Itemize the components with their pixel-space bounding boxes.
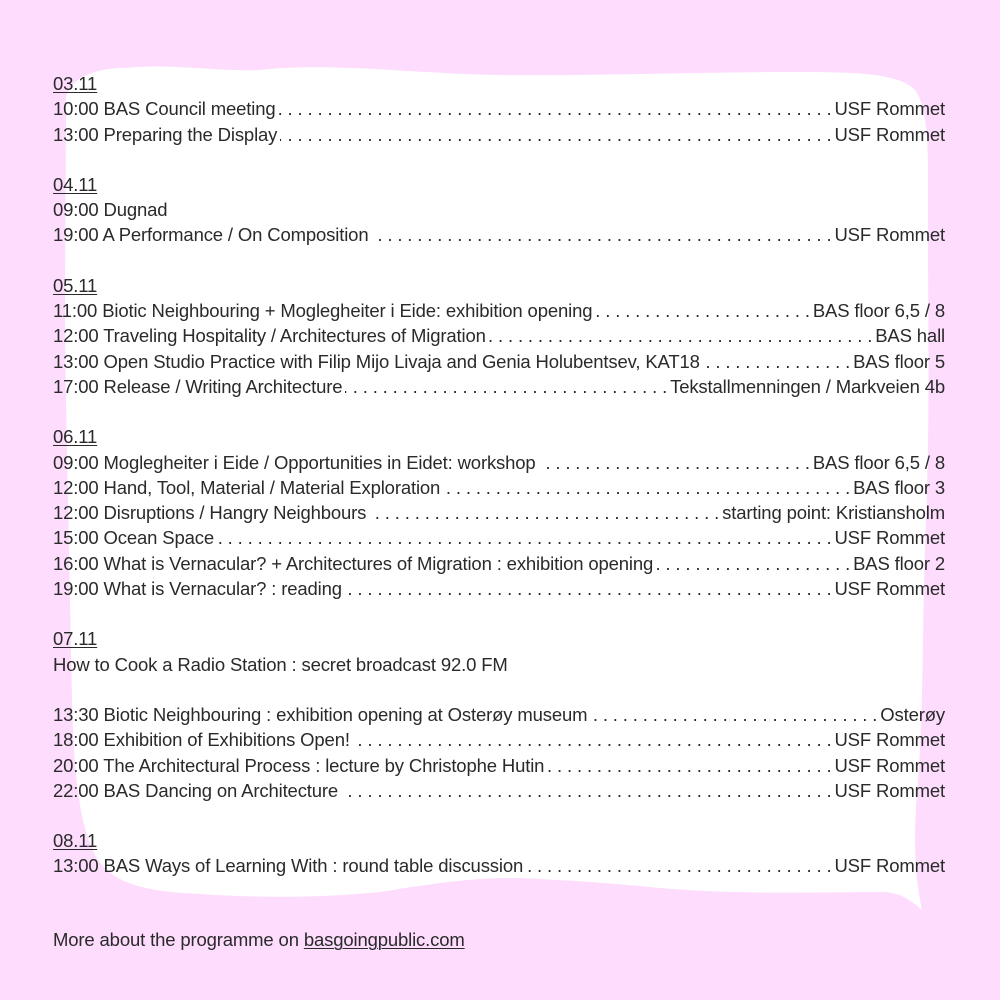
- event-venue: starting point: Kristiansholm: [722, 502, 945, 524]
- footer: [53, 929, 465, 951]
- event-title: Hand, Tool, Material / Material Exploration: [103, 476, 441, 498]
- dot-leader: [547, 753, 831, 778]
- event-row: [53, 450, 945, 475]
- day-date: 07.11: [53, 628, 98, 650]
- event-row: [53, 197, 945, 222]
- event-title: Exhibition of Exhibitions Open!: [103, 729, 350, 751]
- event-title: BAS Ways of Learning With : round table discussion: [103, 855, 524, 877]
- event-row: [53, 349, 945, 374]
- event-venue: USF Rommet: [834, 779, 945, 801]
- dot-leader: [656, 551, 850, 576]
- event-row: [53, 475, 945, 500]
- day-section-03-11: [53, 71, 945, 147]
- programme-schedule: [53, 71, 945, 904]
- event-venue: BAS floor 5: [853, 350, 945, 372]
- dot-leader: [279, 96, 832, 121]
- event-venue: Tekstallmenningen / Markveien 4b: [670, 375, 945, 397]
- event-time: 12:00: [53, 502, 99, 524]
- event-title: BAS Council meeting: [103, 98, 276, 120]
- event-title: Preparing the Display: [103, 123, 278, 145]
- event-title: What is Vernacular? : reading: [103, 578, 342, 600]
- day-section-08-11: [53, 828, 945, 879]
- dot-leader: [369, 500, 719, 525]
- event-venue: BAS hall: [875, 325, 945, 347]
- event-title: Dugnad: [103, 199, 168, 221]
- day-date: 04.11: [53, 173, 98, 195]
- event-title: Disruptions / Hangry Neighbours: [103, 502, 367, 524]
- event-venue: USF Rommet: [834, 578, 945, 600]
- dot-leader: [489, 323, 873, 348]
- dot-leader: [345, 374, 667, 399]
- event-venue: BAS floor 3: [853, 476, 945, 498]
- event-venue: USF Rommet: [834, 98, 945, 120]
- event-title: Release / Writing Architecture: [103, 375, 343, 397]
- dot-leader: [443, 475, 850, 500]
- dot-leader: [526, 853, 831, 878]
- dot-leader: [703, 349, 850, 374]
- event-row: [53, 96, 945, 121]
- day-section-05-11: [53, 273, 945, 399]
- event-row: [53, 702, 945, 727]
- event-title: Moglegheiter i Eide / Opportunities in Eidet: workshop: [103, 451, 536, 473]
- dot-leader: [353, 727, 832, 752]
- footer-text: More about the programme on: [53, 929, 304, 950]
- event-venue: USF Rommet: [834, 855, 945, 877]
- event-time: 13:00: [53, 855, 99, 877]
- event-title: Open Studio Practice with Filip Mijo Livaja and Genia Holubentsev, KAT18: [103, 350, 700, 372]
- event-time: 11:00: [53, 300, 98, 322]
- radio-broadcast-note: How to Cook a Radio Station : secret broadcast 92.0 FM: [53, 653, 508, 675]
- day-note: [53, 652, 945, 677]
- dot-leader: [595, 298, 809, 323]
- event-time: 12:00: [53, 476, 99, 498]
- event-title: Biotic Neighbouring + Moglegheiter i Eide: exhibition opening: [102, 300, 593, 322]
- event-time: 13:30: [53, 703, 99, 725]
- event-venue: BAS floor 6,5 / 8: [812, 300, 945, 322]
- event-row: [53, 727, 945, 752]
- event-time: 09:00: [53, 451, 99, 473]
- event-time: 17:00: [53, 375, 99, 397]
- day-section-06-11: [53, 424, 945, 601]
- event-venue: USF Rommet: [834, 729, 945, 751]
- event-row: [53, 525, 945, 550]
- event-row: [53, 222, 945, 247]
- event-row: [53, 551, 945, 576]
- event-title: What is Vernacular? + Architectures of Migration : exhibition opening: [103, 552, 654, 574]
- event-row: [53, 323, 945, 348]
- event-time: 13:00: [53, 350, 99, 372]
- event-title: Ocean Space: [103, 527, 214, 549]
- event-title: A Performance / On Composition: [102, 224, 369, 246]
- event-time: 18:00: [53, 729, 99, 751]
- event-row: [53, 500, 945, 525]
- event-title: Traveling Hospitality / Architectures of Migration: [103, 325, 486, 347]
- event-venue: BAS floor 2: [853, 552, 945, 574]
- dot-leader: [341, 778, 831, 803]
- dot-leader: [371, 222, 831, 247]
- event-time: 22:00: [53, 779, 99, 801]
- event-row: [53, 753, 945, 778]
- event-venue: BAS floor 6,5 / 8: [812, 451, 945, 473]
- dot-leader: [280, 122, 831, 147]
- event-time: 10:00: [53, 98, 99, 120]
- event-venue: USF Rommet: [834, 224, 945, 246]
- website-link[interactable]: basgoingpublic.com: [303, 929, 465, 950]
- event-time: 15:00: [53, 527, 99, 549]
- event-row: [53, 298, 945, 323]
- event-time: 20:00: [53, 754, 99, 776]
- event-row: [53, 122, 945, 147]
- event-title: The Architectural Process : lecture by Christophe Hutin: [103, 754, 545, 776]
- day-date: 08.11: [53, 830, 98, 852]
- event-title: Biotic Neighbouring : exhibition opening at Osterøy museum: [103, 703, 588, 725]
- event-time: 09:00: [53, 199, 99, 221]
- dot-leader: [345, 576, 832, 601]
- day-section-07-11: [53, 626, 945, 803]
- event-venue: USF Rommet: [834, 754, 945, 776]
- event-time: 19:00: [53, 578, 99, 600]
- event-time: 16:00: [53, 552, 99, 574]
- spacer: [53, 677, 945, 702]
- dot-leader: [217, 525, 831, 550]
- dot-leader: [539, 450, 810, 475]
- event-row: [53, 853, 945, 878]
- event-row: [53, 374, 945, 399]
- event-venue: USF Rommet: [834, 527, 945, 549]
- day-date: 06.11: [53, 426, 98, 448]
- event-venue: USF Rommet: [834, 123, 945, 145]
- event-title: BAS Dancing on Architecture: [103, 779, 339, 801]
- dot-leader: [590, 702, 877, 727]
- event-row: [53, 778, 945, 803]
- event-venue: Osterøy: [880, 703, 945, 725]
- event-time: 12:00: [53, 325, 99, 347]
- day-date: 03.11: [53, 73, 98, 94]
- day-section-04-11: [53, 172, 945, 248]
- event-time: 19:00: [53, 224, 99, 246]
- event-row: [53, 576, 945, 601]
- event-time: 13:00: [53, 123, 99, 145]
- day-date: 05.11: [53, 274, 98, 296]
